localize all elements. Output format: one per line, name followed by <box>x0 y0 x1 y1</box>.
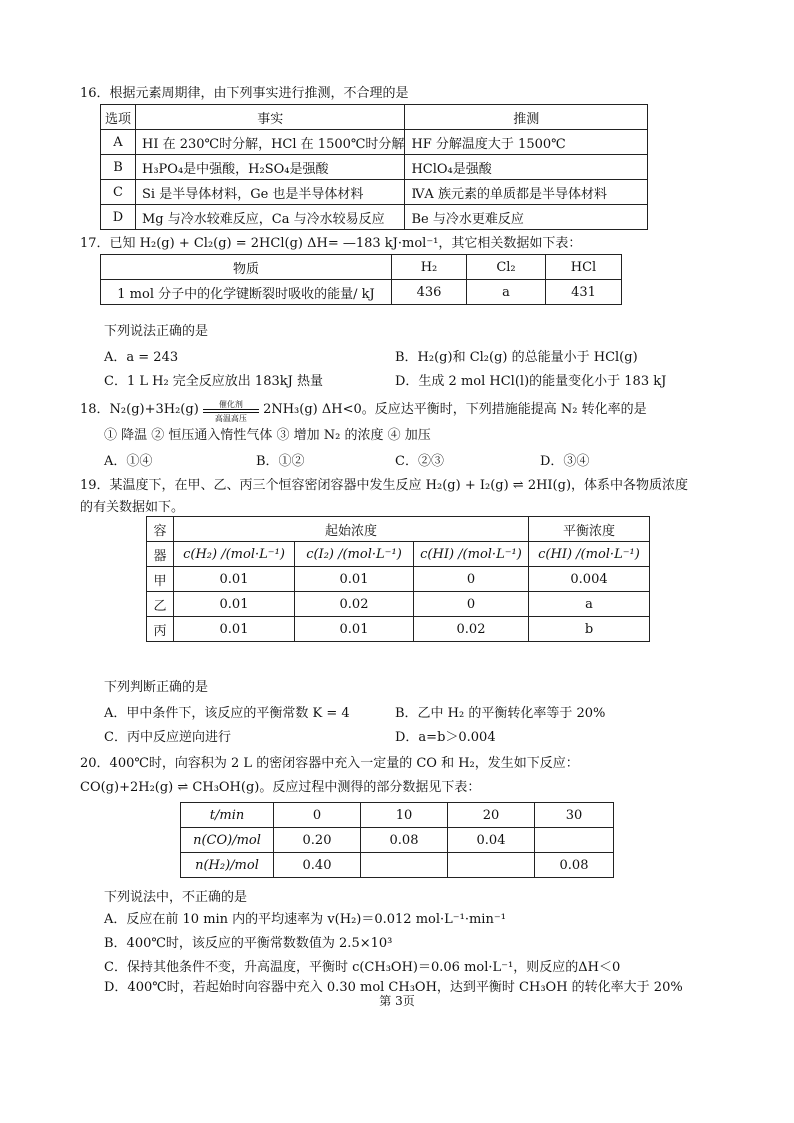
q18-reactants: 18．N₂(g)+3H₂(g) <box>80 402 199 417</box>
table-cell: a <box>467 280 546 305</box>
q19-stem-line1: 19．某温度下，在甲、乙、丙三个恒容密闭容器中发生反应 H₂(g) + I₂(g) ⇌ 2HI(g)，体系中各物质浓度 <box>80 478 689 493</box>
q19-option-d: D．a=b＞0.004 <box>395 730 496 745</box>
table-cell: 0.004 <box>529 567 650 592</box>
table-row <box>101 180 648 205</box>
q20-option-c: C．保持其他条件不变，升高温度，平衡时 c(CH₃OH)＝0.06 mol·L⁻¹，则反应的ΔH＜0 <box>104 960 621 975</box>
q17-option-a: A．a = 243 <box>104 350 179 365</box>
table-cell: 0.01 <box>174 617 295 642</box>
q18-arrow <box>203 399 259 423</box>
table-cell: HI 在 230℃时分解，HCl 在 1500℃时分解 <box>136 130 405 155</box>
q18-choices: ① 降温 ② 恒压通入惰性气体 ③ 增加 N₂ 的浓度 ④ 加压 <box>104 428 431 443</box>
table-header: 20 <box>448 803 535 828</box>
table-subheader: c(I₂) /(mol·L⁻¹) <box>295 542 414 567</box>
q16-header-option: 选项 <box>101 105 136 130</box>
table-cell: ⅣA 族元素的单质都是半导体材料 <box>405 180 648 205</box>
table-row <box>181 828 614 853</box>
table-cell: 0.20 <box>274 828 361 853</box>
table-cell: 436 <box>392 280 467 305</box>
table-cell <box>361 853 448 878</box>
q18-option-d: D．③④ <box>540 454 590 469</box>
table-header: 0 <box>274 803 361 828</box>
table-cell: HClO₄是强酸 <box>405 155 648 180</box>
q16-table <box>100 104 648 230</box>
table-cell: n(H₂)/mol <box>181 853 274 878</box>
q16-header-fact: 事实 <box>136 105 405 130</box>
table-cell: H₃PO₄是中强酸，H₂SO₄是强酸 <box>136 155 405 180</box>
table-header: 10 <box>361 803 448 828</box>
table-cell: 甲 <box>147 567 174 592</box>
table-row <box>101 130 648 155</box>
table-cell: 0.01 <box>295 567 414 592</box>
q16-stem: 16．根据元素周期律，由下列事实进行推测，不合理的是 <box>80 86 409 101</box>
q19-stem-line2: 的有关数据如下。 <box>80 500 185 515</box>
table-cell: 0.01 <box>174 592 295 617</box>
table-cell: D <box>101 205 136 230</box>
q20-stem-line2: CO(g)+2H₂(g) ⇌ CH₃OH(g)。反应过程中测得的部分数据见下表： <box>80 780 481 795</box>
table-subheader: c(HI) /(mol·L⁻¹) <box>414 542 529 567</box>
table-row <box>147 567 650 592</box>
q19-table <box>146 516 650 642</box>
table-cell: A <box>101 130 136 155</box>
table-row <box>147 617 650 642</box>
q20-option-d: D．400℃时，若起始时向容器中充入 0.30 mol CH₃OH，达到平衡时 CH₃OH 的转化率大于 20% <box>104 980 683 995</box>
table-header: HCl <box>546 255 622 280</box>
table-cell: 0.02 <box>295 592 414 617</box>
table-cell <box>448 853 535 878</box>
q19-option-c: C．丙中反应逆向进行 <box>104 730 231 745</box>
table-subheader: c(H₂) /(mol·L⁻¹) <box>174 542 295 567</box>
table-cell: Si 是半导体材料，Ge 也是半导体材料 <box>136 180 405 205</box>
q17-option-c: C．1 L H₂ 完全反应放出 183kJ 热量 <box>104 374 323 389</box>
q20-prompt: 下列说法中，不正确的是 <box>104 890 248 905</box>
table-header: 平衡浓度 <box>529 517 650 542</box>
table-cell: Mg 与冷水较难反应，Ca 与冷水较易反应 <box>136 205 405 230</box>
table-header: H₂ <box>392 255 467 280</box>
table-cell: 0.01 <box>174 567 295 592</box>
table-header: 容 <box>147 517 174 542</box>
table-cell: 0 <box>414 567 529 592</box>
q19-prompt: 下列判断正确的是 <box>104 680 209 695</box>
table-cell: Be 与冷水更难反应 <box>405 205 648 230</box>
q18-stem <box>80 398 647 423</box>
table-cell: 0.01 <box>295 617 414 642</box>
table-header: Cl₂ <box>467 255 546 280</box>
table-cell <box>535 828 614 853</box>
table-header: t/min <box>181 803 274 828</box>
q20-option-b: B．400℃时，该反应的平衡常数数值为 2.5×10³ <box>104 936 393 951</box>
q17-option-d: D．生成 2 mol HCl(l)的能量变化小于 183 kJ <box>395 374 667 389</box>
q19-option-b: B．乙中 H₂ 的平衡转化率等于 20% <box>395 706 606 721</box>
table-cell: n(CO)/mol <box>181 828 274 853</box>
table-header: 起始浓度 <box>174 517 529 542</box>
table-cell: 431 <box>546 280 622 305</box>
q18-products: 2NH₃(g) ΔH<0。反应达平衡时，下列措施能提高 N₂ 转化率的是 <box>263 402 647 417</box>
table-cell: B <box>101 155 136 180</box>
q20-option-a: A．反应在前 10 min 内的平均速率为 v(H₂)＝0.012 mol·L⁻¹·min⁻¹ <box>104 912 506 927</box>
table-cell: HF 分解温度大于 1500℃ <box>405 130 648 155</box>
table-row <box>101 205 648 230</box>
q18-option-c: C．②③ <box>395 454 444 469</box>
q17-table <box>100 254 622 305</box>
table-row <box>181 853 614 878</box>
table-subheader: c(HI) /(mol·L⁻¹) <box>529 542 650 567</box>
table-cell: 0.08 <box>361 828 448 853</box>
table-cell: 乙 <box>147 592 174 617</box>
table-cell: 1 mol 分子中的化学键断裂时吸收的能量/ kJ <box>101 280 392 305</box>
table-cell: 0.02 <box>414 617 529 642</box>
table-cell: a <box>529 592 650 617</box>
table-cell: 0.40 <box>274 853 361 878</box>
table-cell: C <box>101 180 136 205</box>
q17-prompt: 下列说法正确的是 <box>104 324 209 339</box>
q19-option-a: A．甲中条件下，该反应的平衡常数 K = 4 <box>104 706 350 721</box>
table-row <box>101 155 648 180</box>
table-cell: 丙 <box>147 617 174 642</box>
table-cell: 0.04 <box>448 828 535 853</box>
table-cell: 0 <box>414 592 529 617</box>
table-header: 器 <box>147 542 174 567</box>
q16-header-inference: 推测 <box>405 105 648 130</box>
q17-stem: 17．已知 H₂(g) + Cl₂(g) = 2HCl(g) ΔH= —183 kJ·mol⁻¹，其它相关数据如下表： <box>80 236 582 251</box>
table-cell: b <box>529 617 650 642</box>
q17-option-b: B．H₂(g)和 Cl₂(g) 的总能量小于 HCl(g) <box>395 350 638 365</box>
q18-conditions: 高温高压 <box>214 413 247 423</box>
q18-option-a: A．①④ <box>104 454 153 469</box>
table-header: 30 <box>535 803 614 828</box>
table-header: 物质 <box>101 255 392 280</box>
table-cell: 0.08 <box>535 853 614 878</box>
q18-catalyst: 催化剂 <box>218 399 243 409</box>
q18-option-b: B．①② <box>256 454 305 469</box>
table-row <box>101 280 622 305</box>
q20-stem-line1: 20．400℃时，向容积为 2 L 的密闭容器中充入一定量的 CO 和 H₂，发生如下反应： <box>80 756 579 771</box>
page-number: 第 3页 <box>379 994 415 1008</box>
q20-table <box>180 802 614 878</box>
table-row <box>147 592 650 617</box>
